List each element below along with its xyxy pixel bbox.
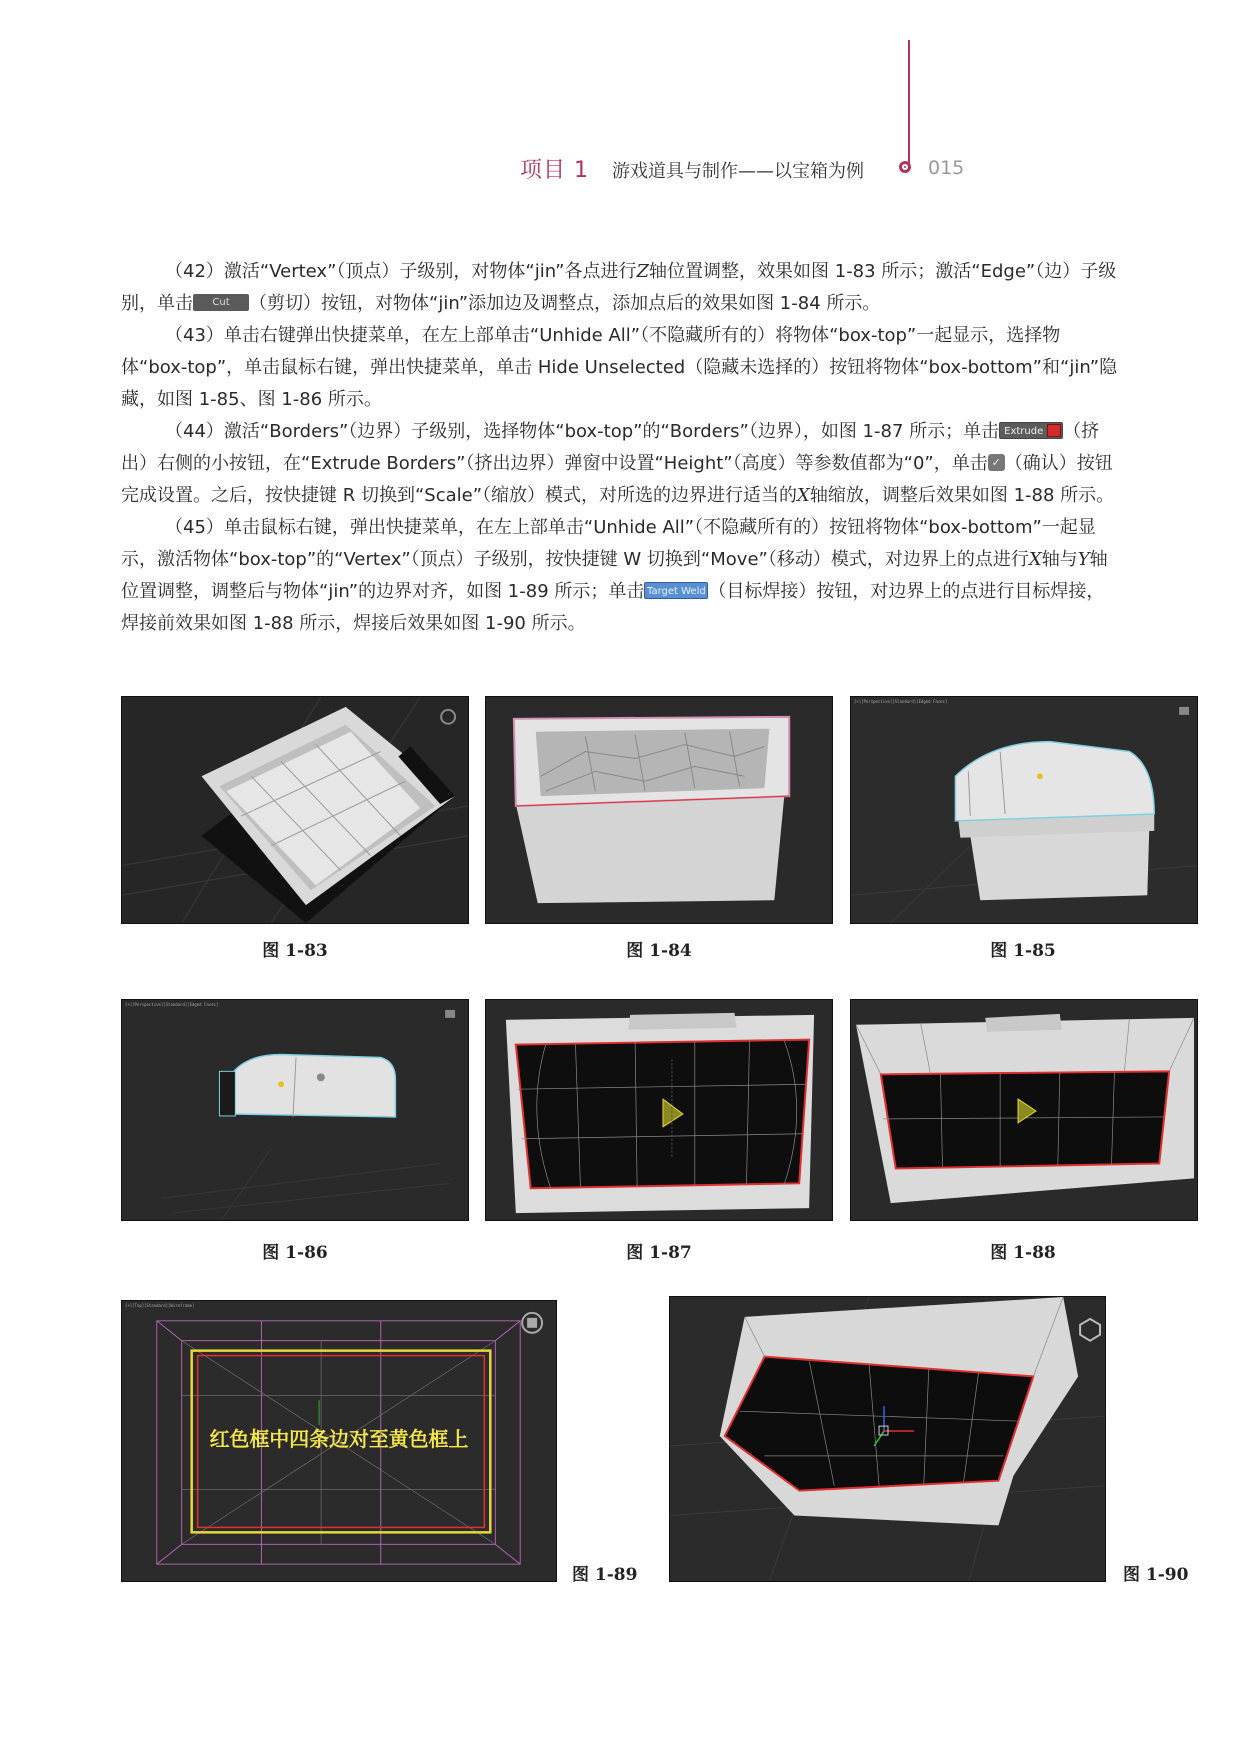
figure-caption: 图 1-89 bbox=[572, 1565, 638, 1585]
header-project: 项目 1 bbox=[520, 158, 589, 183]
figure-overlay-label: 红色框中四条边对至黄色框上 bbox=[209, 1427, 469, 1451]
settings-square-icon bbox=[1047, 424, 1061, 437]
cut-button: Cut bbox=[193, 294, 249, 311]
figure-1-83 bbox=[121, 696, 469, 924]
body-text bbox=[121, 256, 1121, 640]
figure-caption: 图 1-87 bbox=[626, 1243, 692, 1263]
figure-1-85 bbox=[850, 696, 1198, 924]
paragraph-44: （44）激活“Borders”（边界）子级别，选择物体“box-top”的“Borders”（边界），如图 1-87 所示；单击 Extrude （挤出）右侧的小按钮，在“Extrude Borders”（挤出边界）弹窗中设置“Height”（高度）等参数值都为“0”，单击 ✓ （确认）按钮完成设置。之后，按快捷键 R 切换到“Scale”（缩放）模式，对所选的边界进行适当的X轴缩放，调整后效果如图 1-88 所示。 bbox=[121, 421, 1115, 506]
paragraph-43: （43）单击右键弹出快捷菜单，在左上部单击“Unhide All”（不隐藏所有的）将物体“box-top”一起显示，选择物体“box-top”，单击鼠标右键，弹出快捷菜单，单击 Hide Unselected（隐藏未选择的）按钮将物体“box-bottom”和“jin”隐藏，如图 1-85、图 1-86 所示。 bbox=[121, 325, 1118, 410]
figure-caption: 图 1-86 bbox=[262, 1243, 328, 1263]
figure-caption: 图 1-90 bbox=[1123, 1565, 1189, 1585]
paragraph-42: （42）激活“Vertex”（顶点）子级别，对物体“jin”各点进行Z轴位置调整，效果如图 1-83 所示；激活“Edge”（边）子级别，单击 Cut （剪切）按钮，对物体“jin”添加边及调整点，添加点后的效果如图 1-84 所示。 bbox=[121, 261, 1117, 314]
header-title: 游戏道具与制作——以宝箱为例 bbox=[612, 161, 864, 182]
target-weld-button: Target Weld bbox=[644, 582, 708, 599]
figure-1-84 bbox=[485, 696, 833, 924]
figure-1-86 bbox=[121, 999, 469, 1221]
svg-text:[+][Top][Standard][Wireframe]: [+][Top][Standard][Wireframe] bbox=[124, 1302, 195, 1308]
header-bullet-icon bbox=[899, 161, 911, 173]
confirm-check-icon: ✓ bbox=[988, 454, 1005, 471]
svg-text:[+][Perspective][Standard][Edg: [+][Perspective][Standard][Edged Faces] bbox=[853, 698, 948, 704]
figure-1-89 bbox=[121, 1300, 557, 1582]
extrude-button: Extrude bbox=[999, 422, 1063, 439]
paragraph-45: （45）单击鼠标右键，弹出快捷菜单，在左上部单击“Unhide All”（不隐藏所有的）按钮将物体“box-bottom”一起显示，激活物体“box-top”的“Vertex”（顶点）子级别，按快捷键 W 切换到“Move”（移动）模式，对边界上的点进行X轴与Y轴位置调整，调整后与物体“jin”的边界对齐，如图 1-89 所示；单击 Target Weld （目标焊接）按钮，对边界上的点进行目标焊接，焊接前效果如图 1-88 所示，焊接后效果如图 1-90 所示。 bbox=[121, 517, 1108, 634]
figure-caption: 图 1-88 bbox=[990, 1243, 1056, 1263]
figure-caption: 图 1-85 bbox=[990, 941, 1056, 961]
svg-text:[+][Perspective][Standard][Edg: [+][Perspective][Standard][Edged Faces] bbox=[124, 1001, 219, 1007]
page-number: 015 bbox=[928, 157, 965, 179]
figure-caption: 图 1-84 bbox=[626, 941, 692, 961]
figure-1-90 bbox=[669, 1296, 1106, 1582]
figure-1-88 bbox=[850, 999, 1198, 1221]
figure-1-87 bbox=[485, 999, 833, 1221]
header-rule bbox=[908, 40, 910, 168]
figure-caption: 图 1-83 bbox=[262, 941, 328, 961]
